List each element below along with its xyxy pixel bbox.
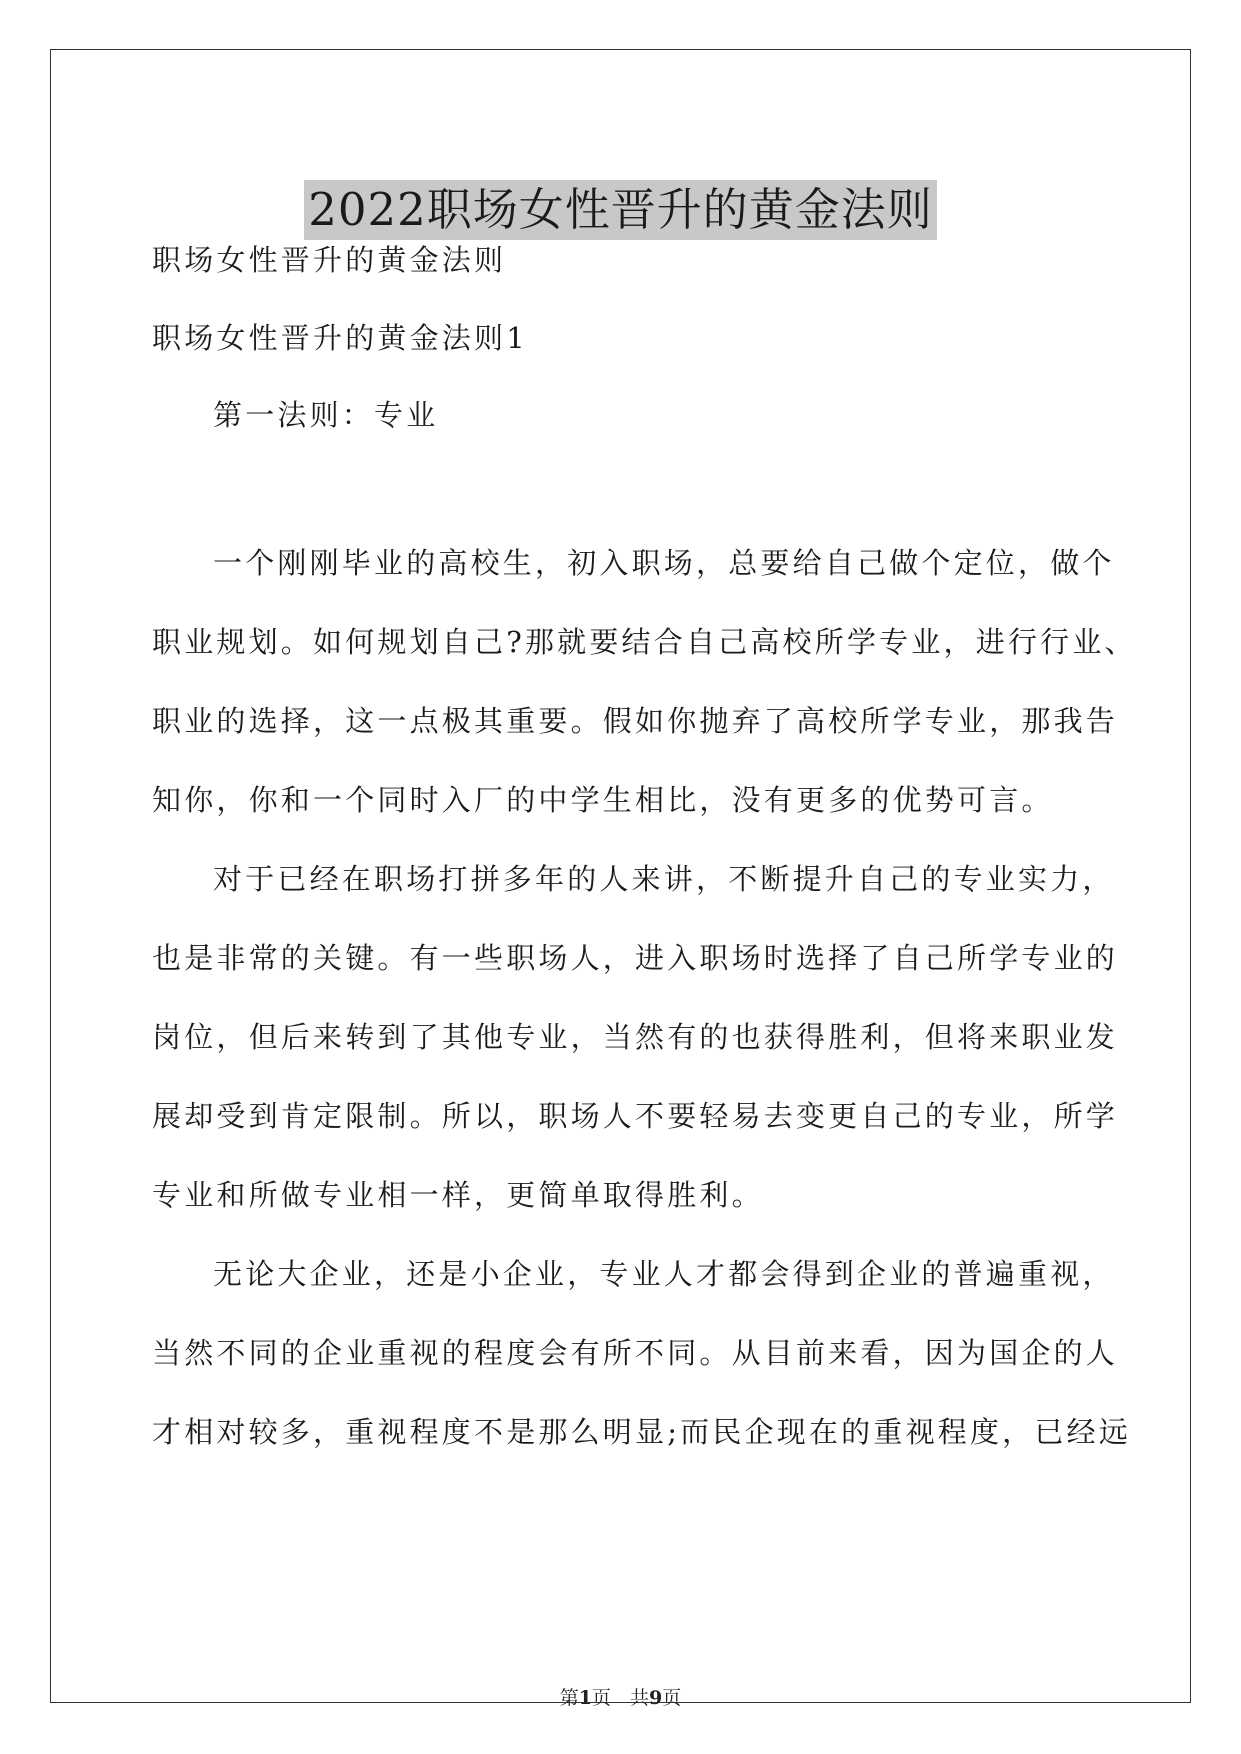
heading-1: 职场女性晋升的黄金法则 xyxy=(152,243,507,277)
paragraph-line: 也是非常的关键。有一些职场人，进入职场时选择了自己所学专业的 xyxy=(152,941,1119,975)
document-title: 2022职场女性晋升的黄金法则 xyxy=(304,180,937,240)
footer-page-mid: 页 共 xyxy=(591,1687,649,1709)
paragraph-line: 对于已经在职场打拼多年的人来讲，不断提升自己的专业实力， xyxy=(213,862,1115,896)
page-footer xyxy=(0,1683,1241,1710)
footer-current-page: 1 xyxy=(578,1687,592,1709)
paragraph-line: 当然不同的企业重视的程度会有所不同。从目前来看，因为国企的人 xyxy=(152,1336,1119,1370)
paragraph-line: 专业和所做专业相一样，更简单取得胜利。 xyxy=(152,1178,764,1212)
paragraph-line: 一个刚刚毕业的高校生，初入职场，总要给自己做个定位，做个 xyxy=(213,546,1115,580)
paragraph-line: 才相对较多，重视程度不是那么明显;而民企现在的重视程度，已经远 xyxy=(152,1415,1131,1449)
section-heading: 第一法则：专业 xyxy=(213,398,439,432)
paragraph-line: 职业规划。如何规划自己?那就要结合自己高校所学专业，进行行业、 xyxy=(152,625,1137,659)
paragraph-line: 岗位，但后来转到了其他专业，当然有的也获得胜利，但将来职业发 xyxy=(152,1020,1119,1054)
paragraph-line: 知你，你和一个同时入厂的中学生相比，没有更多的优势可言。 xyxy=(152,783,1054,817)
footer-page-suffix: 页 xyxy=(662,1687,682,1709)
paragraph-line: 职业的选择，这一点极其重要。假如你抛弃了高校所学专业，那我告 xyxy=(152,704,1119,738)
footer-total-pages: 9 xyxy=(649,1687,663,1709)
paragraph-line: 展却受到肯定限制。所以，职场人不要轻易去变更自己的专业，所学 xyxy=(152,1099,1119,1133)
paragraph-line: 无论大企业，还是小企业，专业人才都会得到企业的普遍重视， xyxy=(213,1257,1115,1291)
heading-2: 职场女性晋升的黄金法则1 xyxy=(152,321,528,355)
footer-page-prefix: 第 xyxy=(559,1687,579,1709)
